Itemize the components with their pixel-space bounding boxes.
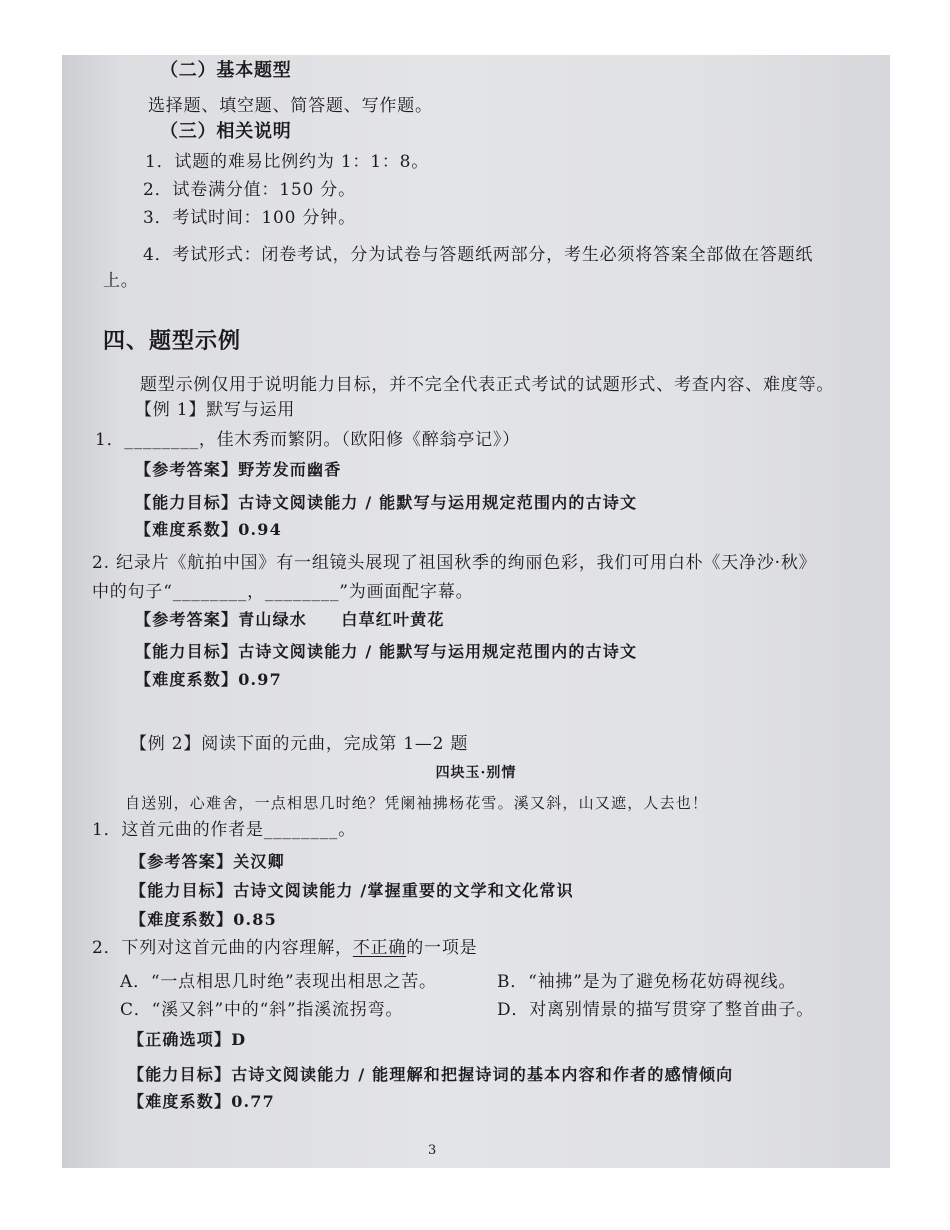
poem-text: 自送别，心难舍，一点相思几时绝？凭阑袖拂杨花雪。溪又斜，山又遮，人去也！ <box>125 794 709 812</box>
example-2-title: 【例 2】阅读下面的元曲，完成第 1—2 题 <box>130 734 469 754</box>
example-1-question-2: 2. 纪录片《航拍中国》有一组镜头展现了祖国秋季的绚丽色彩，我们可用白朴《天净沙·秋》 <box>92 553 817 573</box>
notes-item-1: 1．试题的难易比例约为 1：1：8。 <box>145 152 430 172</box>
example-1-title: 【例 1】默写与运用 <box>135 400 296 420</box>
example-2-question-1: 1．这首元曲的作者是________。 <box>92 820 357 840</box>
example-1-q2-answer: 【参考答案】青山绿水 白草红叶黄花 <box>135 610 445 629</box>
option-b: B．“袖拂”是为了避免杨花妨碍视线。 <box>497 972 797 992</box>
section-basic-types-heading: （二）基本题型 <box>160 60 292 81</box>
poem-title: 四块玉·别情 <box>435 765 517 781</box>
basic-types-text: 选择题、填空题、简答题、写作题。 <box>148 96 433 116</box>
question-2-stem-end: 的一项是 <box>406 938 478 958</box>
example-2-q1-difficulty: 【难度系数】0.85 <box>130 910 277 929</box>
example-1-q1-difficulty: 【难度系数】0.94 <box>135 520 282 539</box>
example-2-q1-ability: 【能力目标】古诗文阅读能力 /掌握重要的文学和文化常识 <box>130 881 574 900</box>
example-2-q1-answer: 【参考答案】关汉卿 <box>130 852 285 871</box>
example-1-q2-ability: 【能力目标】古诗文阅读能力 / 能默写与运用规定范围内的古诗文 <box>135 642 638 661</box>
notes-item-4: 4．考试形式：闭卷考试，分为试卷与答题纸两部分，考生必须将答案全部做在答题纸 <box>143 245 814 265</box>
notes-item-2: 2．试卷满分值：150 分。 <box>143 180 356 200</box>
question-2-stem-emphasis: 不正确 <box>352 938 407 958</box>
option-a: A．“一点相思几时绝”表现出相思之苦。 <box>120 972 437 992</box>
example-2-q2-ability: 【能力目标】古诗文阅读能力 / 能理解和把握诗词的基本内容和作者的感情倾向 <box>128 1065 734 1084</box>
example-2-q2-difficulty: 【难度系数】0.77 <box>128 1092 275 1111</box>
section-notes-heading: （三）相关说明 <box>160 121 292 142</box>
example-1-question-1: 1．________，佳木秀而繁阴。（欧阳修《醉翁亭记》） <box>95 430 521 450</box>
example-1-question-2-continued: 中的句子“________，________”为画面配字幕。 <box>92 582 474 602</box>
notes-item-4-continued: 上。 <box>103 271 139 291</box>
option-d: D．对离别情景的描写贯穿了整首曲子。 <box>497 1000 815 1020</box>
example-1-q1-answer: 【参考答案】野芳发而幽香 <box>135 460 342 479</box>
question-2-stem-start: 2．下列对这首元曲的内容理解， <box>92 938 353 958</box>
example-1-q2-difficulty: 【难度系数】0.97 <box>135 670 282 689</box>
example-2-q2-correct-option: 【正确选项】D <box>128 1030 247 1049</box>
examples-intro: 题型示例仅用于说明能力目标，并不完全代表正式考试的试题形式、考查内容、难度等。 <box>140 375 835 395</box>
section-examples-heading: 四、题型示例 <box>103 328 242 354</box>
example-2-question-2 <box>92 938 477 958</box>
page-number: 3 <box>428 1143 438 1158</box>
example-1-q1-ability: 【能力目标】古诗文阅读能力 / 能默写与运用规定范围内的古诗文 <box>135 493 638 512</box>
option-c: C．“溪又斜”中的“斜”指溪流拐弯。 <box>120 1000 404 1020</box>
notes-item-3: 3．考试时间：100 分钟。 <box>143 208 356 228</box>
